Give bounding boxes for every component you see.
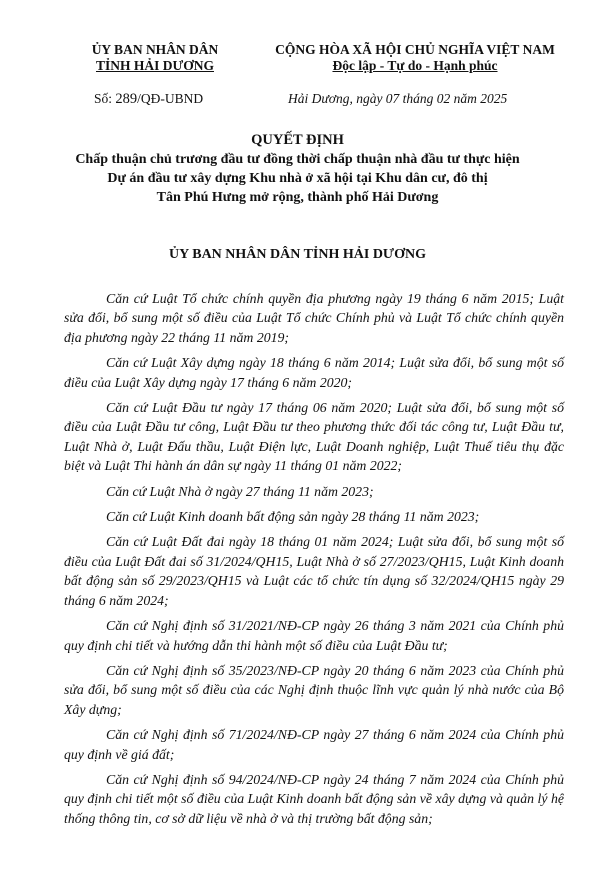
legal-basis-paragraph: Căn cứ Nghị định số 71/2024/NĐ-CP ngày 27 tháng 6 năm 2024 của Chính phủ quy định về giá đất; (64, 727, 564, 762)
legal-basis-paragraph: Căn cứ Nghị định số 31/2021/NĐ-CP ngày 26 tháng 3 năm 2021 của Chính phủ quy định chi tiết và hướng dẫn thi hành một số điều của Luật Đầu tư; (64, 618, 564, 653)
decision-subtitle-line-3: Tân Phú Hưng mở rộng, thành phố Hải Dương (156, 190, 439, 205)
legal-basis-paragraph: Căn cứ Luật Xây dựng ngày 18 tháng 6 năm 2014; Luật sửa đổi, bổ sung một số điều của Luật Xây dựng ngày 17 tháng 6 năm 2020; (64, 355, 564, 390)
authority-line-1: ỦY BAN NHÂN DÂN (91, 42, 219, 57)
decision-title-block (20, 131, 575, 207)
authority-line-2: TỈNH HẢI DƯƠNG (95, 58, 214, 73)
legal-basis-paragraph: Căn cứ Luật Kinh doanh bất động sản ngày 28 tháng 11 năm 2023; (106, 509, 480, 525)
issuing-authority-header (80, 42, 230, 74)
place-and-date: Hải Dương, ngày 07 tháng 02 năm 2025 (288, 91, 508, 106)
national-motto-header (245, 42, 585, 74)
decision-subtitle-line-1: Chấp thuận chủ trương đầu tư đồng thời chấp thuận nhà đầu tư thực hiện (75, 152, 520, 167)
decision-subtitle-line-2: Dự án đầu tư xây dựng Khu nhà ở xã hội tại Khu dân cư, đô thị (107, 171, 488, 186)
decision-heading: QUYẾT ĐỊNH (251, 132, 344, 148)
doc-number-prefix: Số: (94, 91, 113, 106)
legal-basis-paragraph: Căn cứ Luật Đất đai ngày 18 tháng 01 năm 2024; Luật sửa đổi, bổ sung một số điều của Luật Đất đai số 31/2024/QH15, Luật Nhà ở số 27/2023/QH15, Luật Kinh doanh bất động sản số 29/2023/QH15 và Luật các tổ chức tín dụng số 32/2024/QH15 ngày 29 tháng 6 năm 2024; (64, 534, 564, 608)
authority-heading: ỦY BAN NHÂN DÂN TỈNH HẢI DƯƠNG (169, 247, 426, 262)
legal-basis-paragraph: Căn cứ Luật Tổ chức chính quyền địa phương ngày 19 tháng 6 năm 2015; Luật sửa đổi, bổ sung một số điều của Luật Tổ chức Chính phủ và Luật Tổ chức chính quyền địa phương ngày 22 tháng 11 năm 2019; (64, 291, 564, 345)
national-motto: Độc lập - Tự do - Hạnh phúc (332, 58, 498, 73)
doc-number-suffix: /QĐ-UBND (137, 91, 204, 106)
document-number (94, 91, 203, 108)
legal-basis-section (64, 289, 564, 834)
legal-basis-paragraph: Căn cứ Luật Đầu tư ngày 17 tháng 06 năm 2020; Luật sửa đổi, bổ sung một số điều của Luật Đầu tư công, Luật Đầu tư theo phương thức đối tác công tư, Luật Đầu tư, Luật Nhà ở, Luật Đấu thầu, Luật Điện lực, Luật Doanh nghiệp, Luật Thuế tiêu thụ đặc biệt và Luật Thi hành án dân sự ngày 11 tháng 01 năm 2022; (64, 400, 564, 474)
doc-number-value: 289 (115, 91, 138, 107)
legal-basis-paragraph: Căn cứ Luật Nhà ở ngày 27 tháng 11 năm 2023; (106, 483, 374, 499)
legal-basis-paragraph: Căn cứ Nghị định số 35/2023/NĐ-CP ngày 20 tháng 6 năm 2023 của Chính phủ sửa đổi, bổ sung một số điều của các Nghị định thuộc lĩnh vực quản lý nhà nước của Bộ Xây dựng; (64, 662, 564, 717)
legal-basis-paragraph: Căn cứ Nghị định số 94/2024/NĐ-CP ngày 24 tháng 7 năm 2024 của Chính phủ quy định chi tiết một số điều của Luật Kinh doanh bất động sản về xây dựng và quản lý hệ thống thông tin, cơ sở dữ liệu về nhà ở và thị trường bất động sản; (64, 771, 564, 826)
national-title: CỘNG HÒA XÃ HỘI CHỦ NGHĨA VIỆT NAM (275, 42, 555, 57)
